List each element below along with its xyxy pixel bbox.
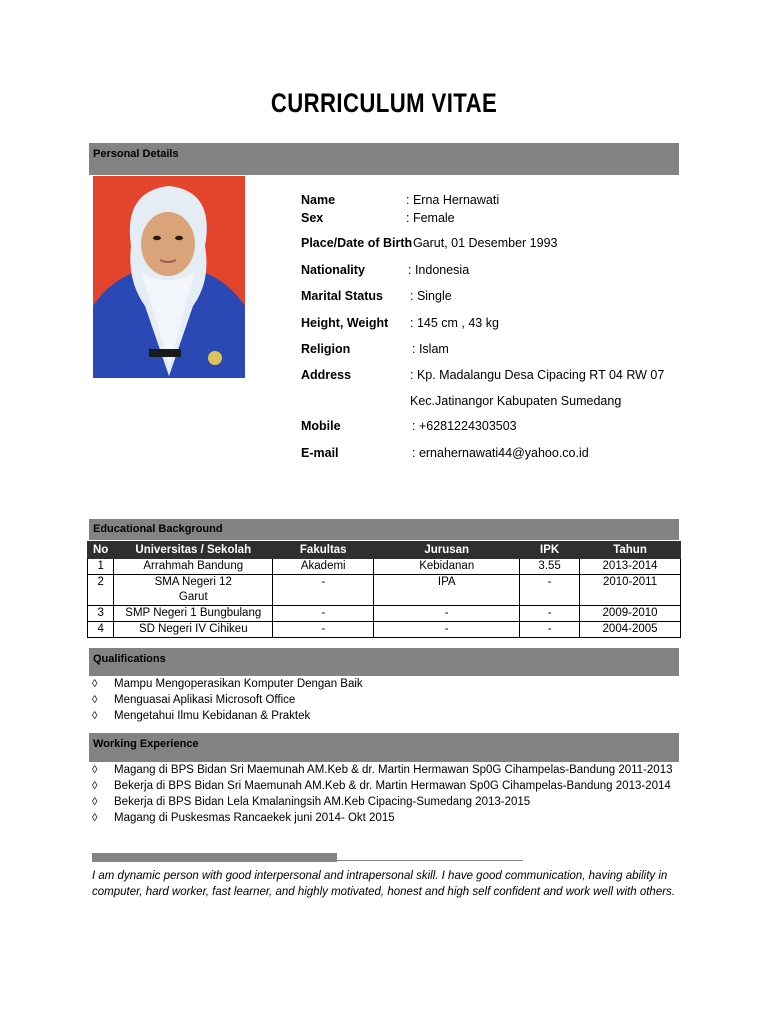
table-cell: 2009-2010	[580, 606, 681, 622]
education-table	[87, 541, 681, 638]
personal-value: : Female	[406, 211, 455, 225]
diamond-bullet-icon: ◊	[92, 812, 98, 824]
personal-value: : Erna Hernawati	[406, 193, 500, 207]
list-item-text: Bekerja di BPS Bidan Lela Kmalaningsih AM.Keb Cipacing-Sumedang 2013-2015	[114, 796, 531, 808]
table-header-cell: No	[88, 542, 114, 559]
diamond-bullet-icon: ◊	[92, 678, 98, 690]
personal-value: : 145 cm , 43 kg	[410, 316, 499, 330]
table-cell: -	[273, 575, 374, 606]
list-item	[92, 694, 295, 706]
list-item-text: Magang di Puskesmas Rancaekek juni 2014- Okt 2015	[114, 812, 395, 824]
table-cell: 1	[88, 559, 114, 575]
diamond-bullet-icon: ◊	[92, 764, 98, 776]
section-header-personal-details: Personal Details	[89, 143, 679, 175]
personal-value: : Single	[410, 289, 452, 303]
section-header-qualifications: Qualifications	[89, 648, 679, 676]
personal-summary: I am dynamic person with good interpersonal and intrapersonal skill. I have good communication, having ability in computer, hard worker, fast learner, and highly motivated, honest and high self confident and work well with others.	[92, 870, 675, 898]
table-header-cell: IPK	[520, 542, 580, 559]
personal-label: Name	[301, 193, 336, 207]
table-cell: 3	[88, 606, 114, 622]
table-row	[88, 575, 681, 606]
table-cell: 2013-2014	[580, 559, 681, 575]
table-row	[88, 559, 681, 575]
diamond-bullet-icon: ◊	[92, 710, 98, 722]
list-item	[92, 780, 671, 792]
list-item	[92, 764, 673, 776]
personal-value: : +6281224303503	[412, 419, 517, 433]
table-cell: 3.55	[520, 559, 580, 575]
table-header-cell: Universitas / Sekolah	[114, 542, 273, 559]
table-row	[88, 606, 681, 622]
table-header-cell: Tahun	[580, 542, 681, 559]
diamond-bullet-icon: ◊	[92, 694, 98, 706]
table-cell: -	[520, 606, 580, 622]
list-item-text: Menguasai Aplikasi Microsoft Office	[114, 694, 296, 706]
section-header-education: Educational Background	[89, 519, 679, 540]
table-cell: Akademi	[273, 559, 374, 575]
table-cell: SD Negeri IV Cihikeu	[114, 622, 273, 638]
table-cell: Arrahmah Bandung	[114, 559, 273, 575]
personal-label: Place/Date of Birth	[301, 236, 413, 250]
summary-divider	[92, 853, 337, 862]
personal-value: : Indonesia	[408, 263, 470, 277]
personal-value: : Garut, 01 Desember 1993	[406, 236, 558, 250]
table-cell: 2004-2005	[580, 622, 681, 638]
list-item	[92, 678, 363, 690]
table-cell: -	[520, 575, 580, 606]
table-cell: -	[374, 622, 520, 638]
table-row	[88, 622, 681, 638]
page-title: CURRICULUM VITAE	[270, 88, 498, 118]
personal-label: Marital Status	[301, 289, 383, 303]
table-cell: -	[520, 622, 580, 638]
personal-value: : Islam	[412, 342, 449, 356]
list-item	[92, 812, 395, 824]
list-item-text: Mengetahui Ilmu Kebidanan & Praktek	[114, 710, 311, 722]
list-item	[92, 710, 310, 722]
table-cell: 2	[88, 575, 114, 606]
summary-divider-line	[337, 860, 523, 861]
table-cell: -	[273, 606, 374, 622]
list-item-text: Mampu Mengoperasikan Komputer Dengan Baik	[114, 678, 363, 690]
personal-value: : ernahernawati44@yahoo.co.id	[412, 446, 589, 460]
table-cell: SMA Negeri 12 Garut	[114, 575, 273, 606]
table-cell: Kebidanan	[374, 559, 520, 575]
personal-label: Height, Weight	[301, 316, 389, 330]
table-cell: 4	[88, 622, 114, 638]
personal-label: E-mail	[301, 446, 339, 460]
list-item-text: Bekerja di BPS Bidan Sri Maemunah AM.Keb & dr. Martin Hermawan Sp0G Cihampelas-Bandung 2013-2014	[114, 780, 671, 792]
profile-photo	[93, 176, 245, 378]
table-cell: SMP Negeri 1 Bungbulang	[114, 606, 273, 622]
table-cell: 2010-2011	[580, 575, 681, 606]
personal-label: Religion	[301, 342, 351, 356]
table-cell: -	[273, 622, 374, 638]
table-cell: IPA	[374, 575, 520, 606]
personal-label: Address	[301, 368, 352, 382]
personal-value: : Kp. Madalangu Desa Cipacing RT 04 RW 07	[410, 368, 665, 382]
table-cell: -	[374, 606, 520, 622]
diamond-bullet-icon: ◊	[92, 796, 98, 808]
table-header-cell: Jurusan	[374, 542, 520, 559]
list-item	[92, 796, 530, 808]
personal-label: Sex	[301, 211, 324, 225]
list-item-text: Magang di BPS Bidan Sri Maemunah AM.Keb & dr. Martin Hermawan Sp0G Cihampelas-Bandung 2011-2013	[114, 764, 673, 776]
personal-label: Nationality	[301, 263, 365, 277]
personal-label: Mobile	[301, 419, 341, 433]
table-header-cell: Fakultas	[273, 542, 374, 559]
section-header-working-experience: Working Experience	[89, 733, 679, 762]
personal-value: Kec.Jatinangor Kabupaten Sumedang	[410, 394, 622, 408]
diamond-bullet-icon: ◊	[92, 780, 98, 792]
